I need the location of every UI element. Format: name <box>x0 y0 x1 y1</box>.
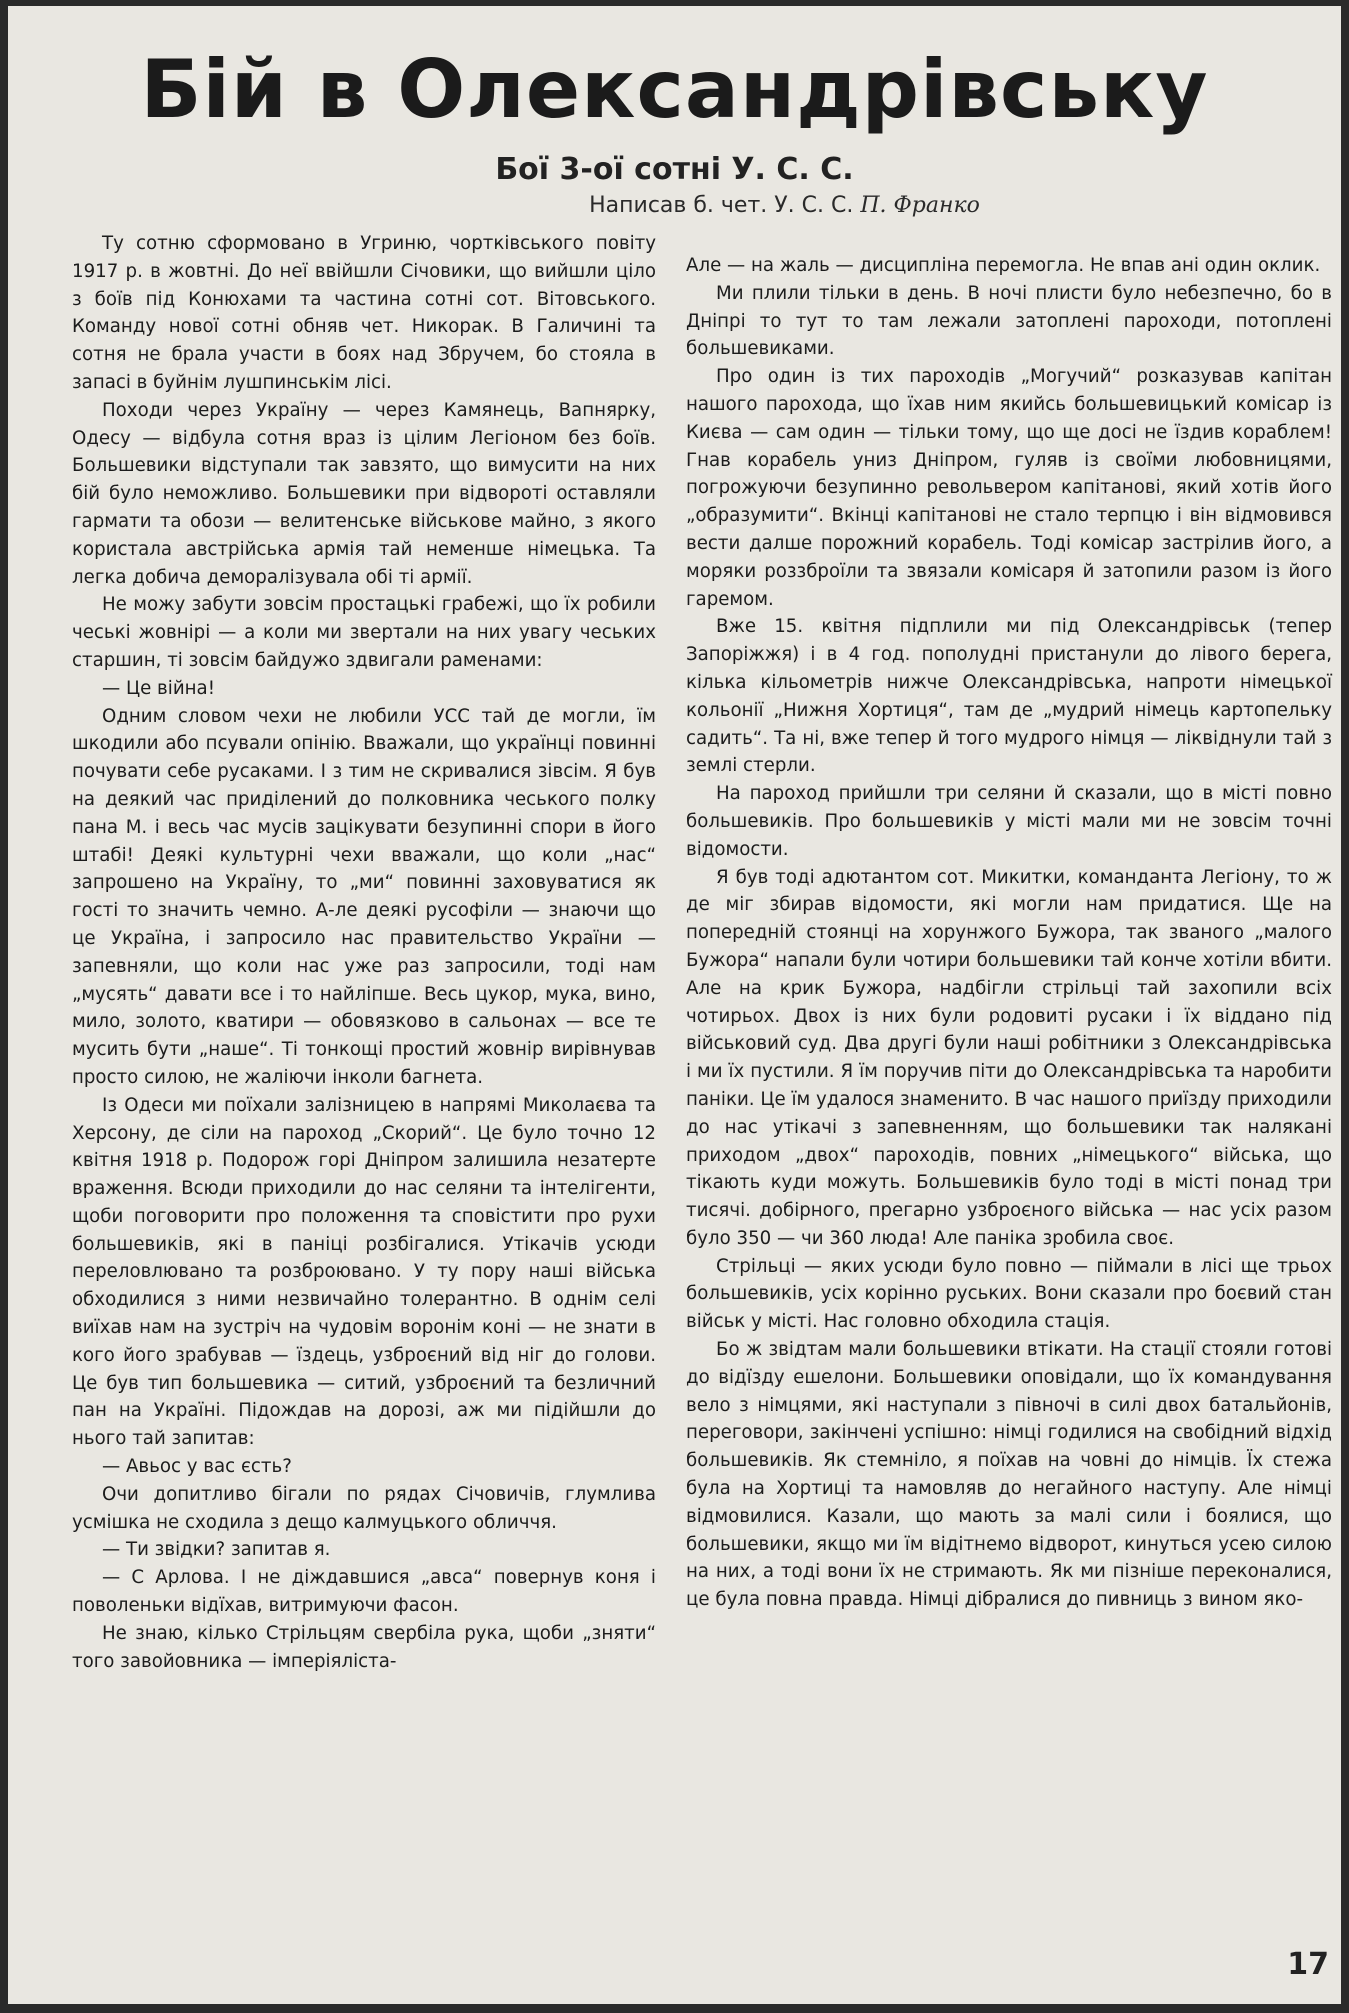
paragraph: Не можу забути зовсім простацькі грабежі, що їх робили чеські жовнірі — а коли ми звертали на них увагу чеських старшин, ті зовсім байдужо здвигали раменами: <box>72 594 656 671</box>
paragraph: Із Одеси ми поїхали залізницею в напрямі Миколаєва та Херсону, де сіли на пароход „Скорий“. Це було точно 12 квітня 1918 р. Подорож горі Дніпром залишила незатерте враження. Всюди приходили до нас селяни та інтелігенти, щоби поговорити про положення та сповістити про рухи большевиків, які в паніці розбігалися. Утікачів усюди переловлювано та розброювано. У ту пору наші війська обходилися з ними незвичайно толерантно. В однім селі виїхав нам на зустріч на чудовім воронім коні — не знати в кого його зрабував — їздець, узброєний від ніг до голови. Це був тип большевика — ситий, узброєний та безличний пан на Україні. Підождав на дорозі, аж ми підійшли до нього тай запитав: <box>72 1094 656 1450</box>
magazine-page <box>8 6 1341 2004</box>
paragraph: Очи допитливо бігали по рядах Січовичів, глумлива усмішка не сходила з дещо калмуцького обличчя. <box>72 1483 656 1533</box>
paragraph: Вже 15. квітня підплили ми під Олександрівськ (тепер Запоріжжя) і в 4 год. пополудні пристанули до лівого берега, кілька кільометрів нижче Олександрівська, напроти німецької кольонії „Нижня Хортиця“, там де „мудрий німець картопельку садить“. Та ні, вже тепер й того мудрого німця — ліквіднули тай з землі стерли. <box>686 616 1332 777</box>
article-subtitle: Бої 3-ої сотні У. С. С. <box>495 152 854 187</box>
paragraph: — С Арлова. І не діждавшися „авса“ повернув коня і поволеньки відїхав, витримуючи фасон. <box>72 1567 656 1617</box>
byline-author: П. Франко <box>860 193 980 218</box>
article-title: Бій в Олександрівську <box>140 43 1209 136</box>
paragraph: Але — на жаль — дисципліна перемогла. Не впав ані один оклик. <box>686 255 1321 276</box>
byline-prefix: Написав б. чет. У. С. С. <box>589 193 854 218</box>
paragraph: — Ти звідки? запитав я. <box>102 1539 331 1561</box>
article-byline <box>8 192 1341 220</box>
paragraph: Бо ж звідтам мали большевики втікати. На стації стояли готові до відїзду ешелони. Большевики оповідали, що їх командування вело з німцями, які наступали з півночі в силі двох батальйонів, переговори, закінчені успішно: німці годилися на свобідний відхід большевиків. Як стемніло, я поїхав на човні до німців. Їх стежа була на Хортиці та намовляв до негайного наступу. Але німці відмовилися. Казали, що мають за малі сили і боялися, що большевики, якщо ми їм відітнемо відворот, кинуться усею силою на них, а тоді вони їх не стримають. Як ми пізніше переконалися, це була повна правда. Німці дібралися до пивниць з вином яко- <box>686 1339 1332 1611</box>
paragraph: Стрільці — яких усюди було повно — піймали в лісі ще трьох большевиків, усіх корінно руських. Вони сказали про боєвий стан військ у місті. Нас головно обходила стація. <box>686 1255 1332 1333</box>
right-column <box>686 252 1332 1614</box>
paragraph: — Авьос у вас єсть? <box>102 1456 292 1478</box>
paragraph: Не знаю, кілько Стрільцям свербіла рука, щоби „зняти“ того завойовника — імперіяліста- <box>72 1622 656 1672</box>
paragraph: Ту сотню сформовано в Угриню, чортківського повіту 1917 р. в жовтні. До неї ввійшли Січовики, що вийшли ціло з боїв під Конюхами та частина сотні сот. Вітовського. Команду нової сотні обняв чет. Никорак. В Галичині та сотня не брала участи в боях над Збручем, бо стояла в запасі в буйнім лушпинськім лісі. <box>72 233 656 393</box>
left-column <box>72 230 656 1675</box>
paragraph: Одним словом чехи не любили УСС тай де могли, їм шкодили або псували опінію. Вважали, що українці повинні почувати себе русаками. І з тим не скривалися зівсім. Я був на деякий час приділений до полковника чеського полку пана М. і весь час мусів зацікувати безупинні спори в його штабі! Деякі культурні чехи вважали, що коли „нас“ запрошено на Україну, то „ми“ повинні заховуватися як гості то значить чемно. А-ле деякі русофіли — знаючи що це Україна, і запросило нас правительство України — запевняли, що коли нас уже раз запросили, тоді нам „мусять“ давати все і то найліпше. Весь цукор, мука, вино, мило, золото, кватири — обовязково в сальонах — все те мусить бути „наше“. Ті тонкощі простий жовнір вирівнував просто силою, не жаліючи інколи багнета. <box>72 705 656 1088</box>
page-number: 17 <box>1287 1947 1329 1982</box>
paragraph: На пароход прийшли три селяни й сказали, що в місті повно большевиків. Про большевиків у місті мали ми не зовсім точні відомости. <box>686 783 1332 860</box>
paragraph: Про один із тих пароходів „Могучий“ розказував капітан нашого парохода, що їхав ним якийсь большевицький комісар із Києва — сам один — тільки тому, що ще досі не їздив кораблем! Гнав корабель униз Дніпром, гуляв із своїми любовницями, погрожуючи безупинно револьвером капітанові, який хотів його „образумити“. Вкінці капітанові не стало терпцю і він відмовився вести далше порожний корабель. Тоді комісар застрілив його, а моряки роззброїли та звязали комісаря й затопили разом із його гаремом. <box>686 366 1332 610</box>
paragraph: Ми плили тільки в день. В ночі плисти було небезпечно, бо в Дніпрі то тут то там лежали затоплені пароходи, потоплені большевиками. <box>686 282 1332 360</box>
paragraph: Походи через Україну — через Камянець, Вапнярку, Одесу — відбула сотня враз із цілим Легіоном без боїв. Большевики відступали так завзято, що вимусити на них бій було неможливо. Большевики при відвороті оставляли гармати та обози — велитенське військове майно, з якого користала австрійська армія тай неменше німецька. Та легка добича деморалізувала обі ті армії. <box>72 399 656 588</box>
paragraph: — Це війна! <box>102 677 215 699</box>
paragraph: Я був тоді адютантом сот. Микитки, команданта Легіону, то ж де міг збирав відомости, які могли нам придатися. Ще на попередній стоянці на хорунжого Бужора, так званого „малого Бужора“ напали були чотири большевики тай конче хотіли вбити. Але на крик Бужора, надбігли стрільці тай захопили всіх чотирьох. Двох із них були родовиті русаки і їх віддано під військовий суд. Два другі були наші робітники з Олександрівська і ми їх пустили. Я їм поручив піти до Олександрівська та наробити паніки. Це їм удалося знаменито. В час нашого приїзду приходили до нас утікачі з запевненням, що большевики так налякані приходом „двох“ пароходів, повних „німецького“ війська, що тікають куди можуть. Большевиків було тоді в місті понад три тисячі. добірного, прегарно узброєного війська — нас усіх разом було 350 — чи 360 люда! Але паніка зробила своє. <box>686 866 1332 1249</box>
